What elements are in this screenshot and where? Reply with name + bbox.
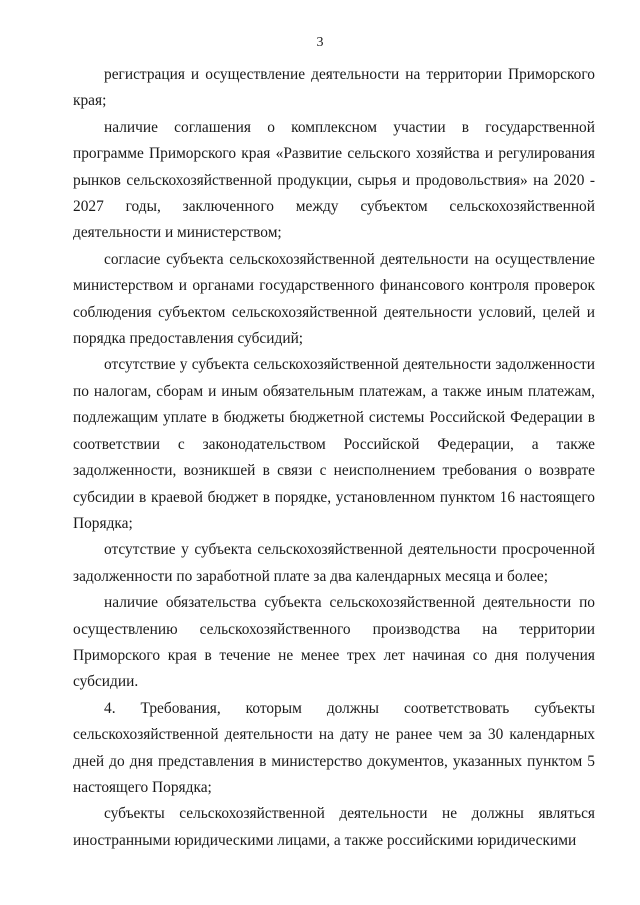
paragraph-not-foreign: субъекты сельскохозяйственной деятельности не должны являться иностранными юридическими лицами, а также российскими юридическими (73, 805, 595, 849)
page-number: 3 (316, 35, 324, 50)
document-body (73, 62, 595, 854)
paragraph-section-4: 4. Требования, которым должны соответствовать субъекты сельскохозяйственной деятельности на дату не ранее чем за 30 календарных дней до дня представления в министерство документов, указанных пунктом 5 настоящего Порядка; (73, 699, 595, 796)
paragraph-obligation: наличие обязательства субъекта сельскохозяйственной деятельности по осуществлению сельскохозяйственного производства на территории Приморского края в течение не менее трех лет начиная со дня получения субсидии. (73, 594, 595, 691)
paragraph-registration: регистрация и осуществление деятельности на территории Приморского края; (73, 66, 595, 110)
paragraph-consent: согласие субъекта сельскохозяйственной деятельности на осуществление министерством и органами государственного финансового контроля проверок соблюдения субъектом сельскохозяйственной деятельности условий, целей и порядка предоставления субсидий; (73, 250, 595, 348)
paragraph-agreement: наличие соглашения о комплексном участии в государственной программе Приморского края «Развитие сельского хозяйства и регулирования рынков сельскохозяйственной продукции, сырья и продовольствия» на 2020 - 2027 годы, заключенного между субъектом сельскохозяйственной деятельности и министерством; (73, 118, 595, 242)
paragraph-no-wage-debt: отсутствие у субъекта сельскохозяйственной деятельности просроченной задолженности по заработной плате за два календарных месяца и более; (73, 541, 595, 585)
paragraph-no-tax-debt: отсутствие у субъекта сельскохозяйственной деятельности задолженности по налогам, сборам и иным обязательным платежам, а также иным платежам, подлежащим уплате в бюджеты бюджетной системы Российской Федерации в соответствии с законодательством Российской Федерации, а также задолженности, возникшей в связи с неисполнением требования о возврате субсидии в краевой бюджет в порядке, установленном пунктом 16 настоящего Порядка; (73, 356, 595, 532)
